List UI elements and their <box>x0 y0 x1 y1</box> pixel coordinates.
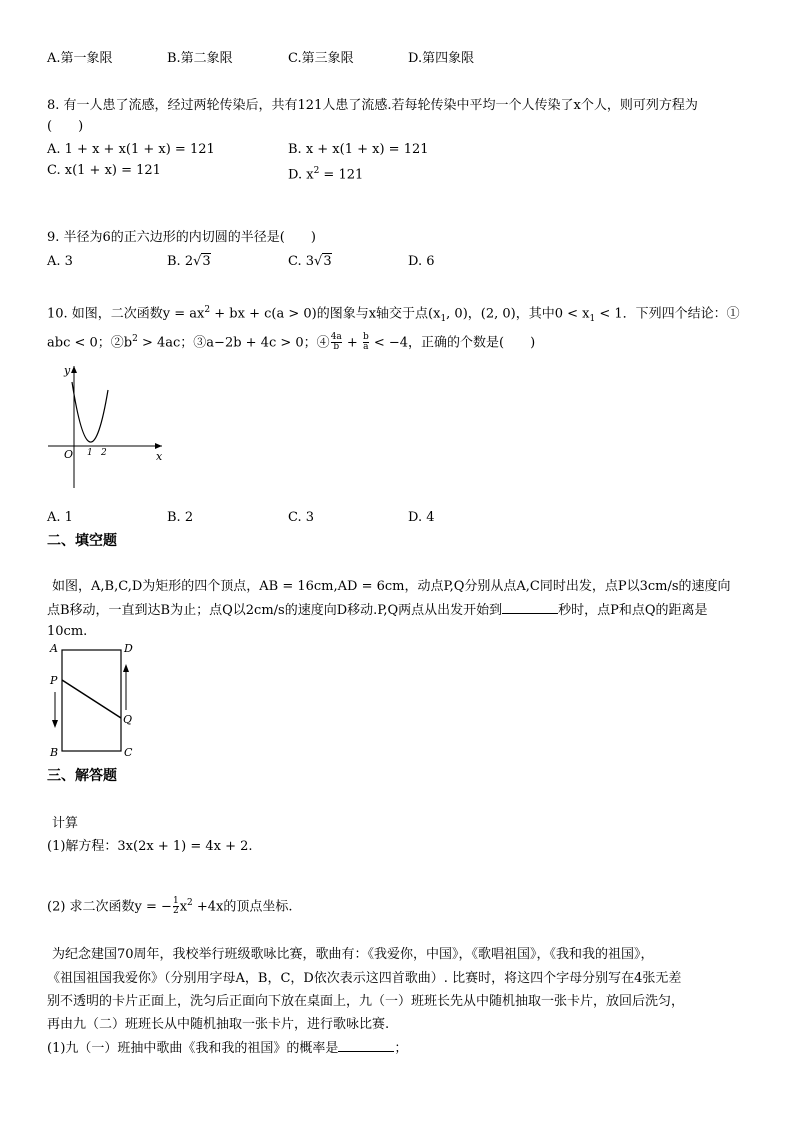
x-axis-label: x <box>156 450 163 463</box>
song-question-part1: (1)九（一）班抽中歌曲《我和我的祖国》的概率是 ； <box>47 1041 408 1056</box>
section-fill-in-title: 二、填空题 <box>47 533 117 549</box>
song-question-line2: 《祖国祖国我爱你》（分别用字母A，B，C，D依次表示这四首歌曲）. 比赛时，将这四个字母分别写在4张无差 <box>47 971 682 986</box>
song-question-line4: 再由九（二）班班长从中随机抽取一张卡片，进行歌咏比赛. <box>47 1017 390 1032</box>
q8-stem: 8. 有一人患了流感，经过两轮传染后，共有121人患了流感.若每轮传染中平均一个人传染了x个人，则可列方程为 <box>47 98 698 113</box>
fraction-b-over-a: $\frac{b}{a}$ <box>362 332 369 353</box>
x-axis-arrow <box>155 443 162 449</box>
q9-option-a: A. 3 <box>47 254 73 269</box>
song-question-line1: 为纪念建国70周年，我校举行班级歌咏比赛，歌曲有：《我爱你，中国》，《歌唱祖国》，《我和我的祖国》， <box>52 947 654 962</box>
segment-pq <box>62 680 121 718</box>
q7-option-c: C.第三象限 <box>288 51 354 66</box>
q8-option-b: B. x + x(1 + x) = 121 <box>288 142 429 157</box>
probability-answer-blank[interactable] <box>338 1039 394 1052</box>
tick-label-2: 2 <box>101 448 107 458</box>
rectangle-figure <box>44 640 144 760</box>
y-axis-label: y <box>64 364 71 377</box>
vertex-label-c: C <box>124 746 133 759</box>
q10-option-a: A. 1 <box>47 510 73 525</box>
song-question-line3: 别不透明的卡片正面上，洗匀后正面向下放在桌面上，九（一）班班长先从中随机抽取一张卡片，放回后洗匀， <box>47 994 685 1009</box>
q8-option-d: D. $x^2 = 121$ <box>288 166 364 183</box>
q9-option-d: D. 6 <box>408 254 435 269</box>
fill-question-line2: 点B移动，一直到达B为止；点Q以2cm/s的速度向D移动.P,Q两点从出发开始到 秒时，点P和点Q的距离是 <box>47 603 708 618</box>
q8-option-c: C. x(1 + x) = 121 <box>47 163 161 178</box>
vertex-label-d: D <box>124 642 133 655</box>
q10-stem-line1: 10. 如图，二次函数$y = ax^2$ + bx + c(a > 0)的图象与x轴交于点($x_1$, 0)，(2, 0)，其中$0 < x_1 < 1$．下列四个结论：① <box>47 305 740 324</box>
fraction-one-half: $\frac{1}{2}$ <box>172 896 179 917</box>
calc-title: 计算 <box>52 816 79 831</box>
arrow-p-down-head <box>52 720 58 728</box>
calc-part1: (1)解方程：3x(2x + 1) = 4x + 2. <box>47 839 253 854</box>
q10-option-b: B. 2 <box>167 510 194 525</box>
rectangle-abcd <box>62 650 121 751</box>
q7-option-b: B.第二象限 <box>167 51 233 66</box>
arrow-q-up-head <box>123 664 129 672</box>
section-solve-title: 三、解答题 <box>47 768 117 784</box>
point-label-q: Q <box>123 713 133 726</box>
q8-paren: ( ) <box>47 119 84 134</box>
tick-label-1: 1 <box>87 448 93 458</box>
calc-part2: (2) 求二次函数y = − $\frac{1}{2}$ $x^2 +4x$的顶点坐标. <box>47 896 293 917</box>
fill-question-line1: 如图，A,B,C,D为矩形的四个顶点，AB = 16cm,AD = 6cm，动点P,Q分别从点A,C同时出发，点P以3cm/s的速度向 <box>52 579 731 594</box>
q9-stem: 9. 半径为6的正六边形的内切圆的半径是( ) <box>47 230 316 245</box>
fill-question-line3: 10cm. <box>47 624 88 639</box>
q10-option-c: C. 3 <box>288 510 315 525</box>
parabola-curve <box>72 382 108 442</box>
y-axis-arrow <box>71 366 77 373</box>
q7-option-d: D.第四象限 <box>408 51 475 66</box>
q9-option-b: B. 2√3 <box>167 254 211 269</box>
q9-option-c: C. 3√3 <box>288 254 332 269</box>
vertex-label-b: B <box>50 746 59 759</box>
q10-parabola-graph <box>44 362 169 492</box>
q10-option-d: D. 4 <box>408 510 435 525</box>
answer-blank[interactable] <box>502 601 558 614</box>
point-label-p: P <box>50 674 58 687</box>
q10-stem-line2: abc < 0；$②b^2 > 4ac$；③a−2b + 4c > 0；④ $\frac{4a}{b}$ + $\frac{b}{a}$ < −4，正确的个数是( ) <box>47 332 536 353</box>
vertex-label-a: A <box>50 642 58 655</box>
q7-option-a: A.第一象限 <box>47 51 113 66</box>
fraction-4a-over-b: $\frac{4a}{b}$ <box>330 332 342 353</box>
q8-option-a: A. 1 + x + x(1 + x) = 121 <box>47 142 215 157</box>
origin-label: O <box>64 448 74 461</box>
